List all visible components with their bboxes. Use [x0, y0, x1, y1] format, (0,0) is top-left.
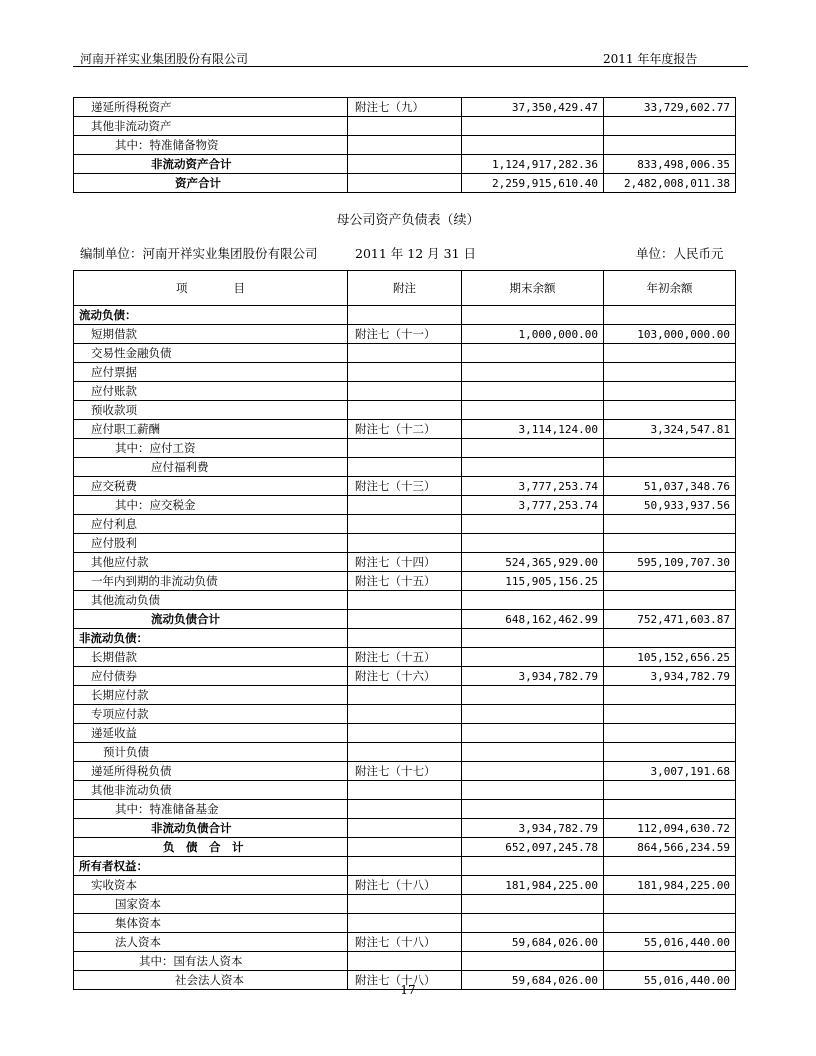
row-begin-balance: 51,037,348.76 [604, 477, 736, 496]
row-begin-balance [604, 534, 736, 553]
row-note: 附注七（九） [348, 98, 462, 117]
row-end-balance [462, 724, 604, 743]
row-begin-balance [604, 439, 736, 458]
row-item-label: 专项应付款 [74, 705, 348, 724]
table-row [74, 648, 736, 667]
row-item-label: 资产合计 [74, 174, 348, 193]
row-item-label: 应付职工薪酬 [74, 420, 348, 439]
row-note [348, 895, 462, 914]
row-note [348, 952, 462, 971]
table-row [74, 895, 736, 914]
row-begin-balance: 752,471,603.87 [604, 610, 736, 629]
column-header-item: 项 目 [74, 271, 348, 306]
row-note [348, 496, 462, 515]
row-end-balance [462, 686, 604, 705]
table-title: 母公司资产负债表（续） [336, 213, 480, 228]
table-row [74, 155, 736, 174]
row-note [348, 306, 462, 325]
header-company: 河南开祥实业集团股份有限公司 [80, 52, 249, 66]
row-begin-balance [604, 117, 736, 136]
row-end-balance: 181,984,225.00 [462, 876, 604, 895]
row-begin-balance: 864,566,234.59 [604, 838, 736, 857]
row-begin-balance: 595,109,707.30 [604, 553, 736, 572]
row-note [348, 610, 462, 629]
row-note [348, 686, 462, 705]
row-item-label: 其中：应交税金 [74, 496, 348, 515]
row-begin-balance [604, 743, 736, 762]
row-item-label: 流动负债合计 [74, 610, 348, 629]
row-end-balance: 2,259,915,610.40 [462, 174, 604, 193]
row-item-label: 应付福利费 [74, 458, 348, 477]
row-note: 附注七（十八） [348, 971, 462, 990]
row-item-label: 应付利息 [74, 515, 348, 534]
row-begin-balance [604, 686, 736, 705]
row-begin-balance [604, 781, 736, 800]
row-note [348, 781, 462, 800]
table-row [74, 838, 736, 857]
column-header-begin-balance: 年初余额 [604, 271, 736, 306]
row-begin-balance [604, 591, 736, 610]
row-begin-balance: 55,016,440.00 [604, 933, 736, 952]
row-end-balance [462, 439, 604, 458]
row-note [348, 136, 462, 155]
row-end-balance [462, 781, 604, 800]
row-end-balance: 37,350,429.47 [462, 98, 604, 117]
row-item-label: 非流动负债： [74, 629, 348, 648]
row-end-balance: 3,114,124.00 [462, 420, 604, 439]
row-note: 附注七（十二） [348, 420, 462, 439]
row-item-label: 长期借款 [74, 648, 348, 667]
row-begin-balance [604, 857, 736, 876]
row-note [348, 363, 462, 382]
row-begin-balance [604, 705, 736, 724]
row-item-label: 社会法人资本 [74, 971, 348, 990]
row-item-label: 非流动资产合计 [74, 155, 348, 174]
row-begin-balance [604, 344, 736, 363]
row-item-label: 其他应付款 [74, 553, 348, 572]
table-row [74, 914, 736, 933]
table-row [74, 98, 736, 117]
row-note [348, 629, 462, 648]
table-row [74, 439, 736, 458]
table-row [74, 401, 736, 420]
row-end-balance: 3,934,782.79 [462, 667, 604, 686]
table-row [74, 667, 736, 686]
row-item-label: 所有者权益： [74, 857, 348, 876]
table-row [74, 382, 736, 401]
row-end-balance [462, 401, 604, 420]
row-begin-balance [604, 629, 736, 648]
row-begin-balance [604, 724, 736, 743]
row-item-label: 应交税费 [74, 477, 348, 496]
row-end-balance [462, 382, 604, 401]
row-note [348, 458, 462, 477]
row-item-label: 应付票据 [74, 363, 348, 382]
row-begin-balance [604, 800, 736, 819]
row-end-balance [462, 895, 604, 914]
table-row [74, 325, 736, 344]
row-begin-balance [604, 306, 736, 325]
row-note [348, 705, 462, 724]
row-end-balance [462, 705, 604, 724]
row-item-label: 其中：应付工资 [74, 439, 348, 458]
row-end-balance [462, 344, 604, 363]
row-begin-balance [604, 458, 736, 477]
row-begin-balance [604, 401, 736, 420]
row-item-label: 应付账款 [74, 382, 348, 401]
row-note [348, 155, 462, 174]
table-row [74, 306, 736, 325]
row-begin-balance [604, 136, 736, 155]
row-end-balance [462, 534, 604, 553]
row-note [348, 800, 462, 819]
row-end-balance: 524,365,929.00 [462, 553, 604, 572]
table-row [74, 743, 736, 762]
row-begin-balance: 50,933,937.56 [604, 496, 736, 515]
table-row [74, 420, 736, 439]
table-row [74, 477, 736, 496]
row-end-balance [462, 591, 604, 610]
row-note [348, 401, 462, 420]
row-end-balance [462, 363, 604, 382]
row-note [348, 515, 462, 534]
row-item-label: 其他流动负债 [74, 591, 348, 610]
row-begin-balance [604, 572, 736, 591]
row-end-balance: 115,905,156.25 [462, 572, 604, 591]
column-header-end-balance: 期末余额 [462, 271, 604, 306]
row-begin-balance [604, 895, 736, 914]
row-note [348, 534, 462, 553]
row-begin-balance [604, 914, 736, 933]
table-row [74, 117, 736, 136]
row-begin-balance: 103,000,000.00 [604, 325, 736, 344]
row-note: 附注七（十五） [348, 648, 462, 667]
row-begin-balance: 55,016,440.00 [604, 971, 736, 990]
row-note [348, 382, 462, 401]
row-note [348, 174, 462, 193]
row-note [348, 857, 462, 876]
table-row [74, 534, 736, 553]
table-row [74, 496, 736, 515]
table-row [74, 515, 736, 534]
table-row [74, 762, 736, 781]
row-end-balance: 1,124,917,282.36 [462, 155, 604, 174]
row-end-balance: 59,684,026.00 [462, 971, 604, 990]
table-row [74, 876, 736, 895]
row-item-label: 长期应付款 [74, 686, 348, 705]
row-begin-balance: 33,729,602.77 [604, 98, 736, 117]
row-begin-balance: 2,482,008,011.38 [604, 174, 736, 193]
row-item-label: 国家资本 [74, 895, 348, 914]
row-note [348, 344, 462, 363]
asset-table-continued [73, 97, 736, 193]
row-note [348, 724, 462, 743]
table-row [74, 591, 736, 610]
row-item-label: 负 债 合 计 [74, 838, 348, 857]
row-end-balance [462, 762, 604, 781]
row-end-balance [462, 857, 604, 876]
row-item-label: 实收资本 [74, 876, 348, 895]
row-item-label: 其中：特准储备基金 [74, 800, 348, 819]
row-note: 附注七（十八） [348, 933, 462, 952]
row-item-label: 递延所得税资产 [74, 98, 348, 117]
row-note [348, 914, 462, 933]
row-note: 附注七（十三） [348, 477, 462, 496]
row-end-balance [462, 117, 604, 136]
row-end-balance: 1,000,000.00 [462, 325, 604, 344]
table-row [74, 781, 736, 800]
table-row [74, 458, 736, 477]
row-item-label: 预收款项 [74, 401, 348, 420]
table-row [74, 344, 736, 363]
row-note: 附注七（十七） [348, 762, 462, 781]
row-end-balance [462, 306, 604, 325]
row-note: 附注七（十八） [348, 876, 462, 895]
row-begin-balance: 3,934,782.79 [604, 667, 736, 686]
preparer-label: 编制单位：河南开祥实业集团股份有限公司 [80, 246, 318, 261]
row-end-balance: 3,934,782.79 [462, 819, 604, 838]
row-item-label: 交易性金融负债 [74, 344, 348, 363]
row-item-label: 应付股利 [74, 534, 348, 553]
row-begin-balance: 105,152,656.25 [604, 648, 736, 667]
row-item-label: 其中：国有法人资本 [74, 952, 348, 971]
row-end-balance [462, 458, 604, 477]
row-item-label: 集体资本 [74, 914, 348, 933]
row-item-label: 预计负债 [74, 743, 348, 762]
table-row [74, 363, 736, 382]
row-item-label: 应付债券 [74, 667, 348, 686]
row-end-balance: 3,777,253.74 [462, 496, 604, 515]
table-row [74, 553, 736, 572]
row-item-label: 递延收益 [74, 724, 348, 743]
table-row [74, 629, 736, 648]
table-row [74, 800, 736, 819]
row-item-label: 其中：特准储备物资 [74, 136, 348, 155]
row-item-label: 法人资本 [74, 933, 348, 952]
row-end-balance [462, 743, 604, 762]
row-note [348, 743, 462, 762]
row-end-balance [462, 800, 604, 819]
row-begin-balance [604, 515, 736, 534]
row-begin-balance [604, 363, 736, 382]
table-row [74, 705, 736, 724]
row-item-label: 递延所得税负债 [74, 762, 348, 781]
row-item-label: 流动负债： [74, 306, 348, 325]
row-begin-balance: 181,984,225.00 [604, 876, 736, 895]
row-note: 附注七（十四） [348, 553, 462, 572]
row-note [348, 819, 462, 838]
row-end-balance [462, 629, 604, 648]
row-begin-balance [604, 952, 736, 971]
table-row [74, 610, 736, 629]
row-end-balance: 648,162,462.99 [462, 610, 604, 629]
table-row [74, 857, 736, 876]
table-row [74, 933, 736, 952]
table-row [74, 174, 736, 193]
row-end-balance [462, 136, 604, 155]
table-row [74, 724, 736, 743]
currency-unit: 单位：人民币元 [636, 246, 724, 261]
row-end-balance: 3,777,253.74 [462, 477, 604, 496]
row-item-label: 其他非流动负债 [74, 781, 348, 800]
table-header-row [74, 271, 736, 306]
table-row [74, 686, 736, 705]
table-row [74, 572, 736, 591]
table-row [74, 136, 736, 155]
table-row [74, 819, 736, 838]
row-end-balance [462, 648, 604, 667]
row-end-balance [462, 515, 604, 534]
page-number: 17 [400, 983, 416, 997]
row-begin-balance: 112,094,630.72 [604, 819, 736, 838]
header-rule [73, 66, 748, 67]
row-item-label: 非流动负债合计 [74, 819, 348, 838]
row-note [348, 591, 462, 610]
row-begin-balance [604, 382, 736, 401]
row-end-balance [462, 952, 604, 971]
row-end-balance: 59,684,026.00 [462, 933, 604, 952]
row-end-balance [462, 914, 604, 933]
row-begin-balance: 3,324,547.81 [604, 420, 736, 439]
report-date: 2011 年 12 月 31 日 [355, 246, 476, 261]
row-note: 附注七（十一） [348, 325, 462, 344]
row-item-label: 短期借款 [74, 325, 348, 344]
header-report-title: 2011 年年度报告 [603, 52, 698, 66]
row-end-balance: 652,097,245.78 [462, 838, 604, 857]
table-row [74, 952, 736, 971]
row-note: 附注七（十六） [348, 667, 462, 686]
row-begin-balance: 3,007,191.68 [604, 762, 736, 781]
row-item-label: 一年内到期的非流动负债 [74, 572, 348, 591]
row-note [348, 117, 462, 136]
liability-table [73, 270, 736, 990]
row-note: 附注七（十五） [348, 572, 462, 591]
row-note [348, 838, 462, 857]
row-note [348, 439, 462, 458]
row-begin-balance: 833,498,006.35 [604, 155, 736, 174]
column-header-note: 附注 [348, 271, 462, 306]
row-item-label: 其他非流动资产 [74, 117, 348, 136]
